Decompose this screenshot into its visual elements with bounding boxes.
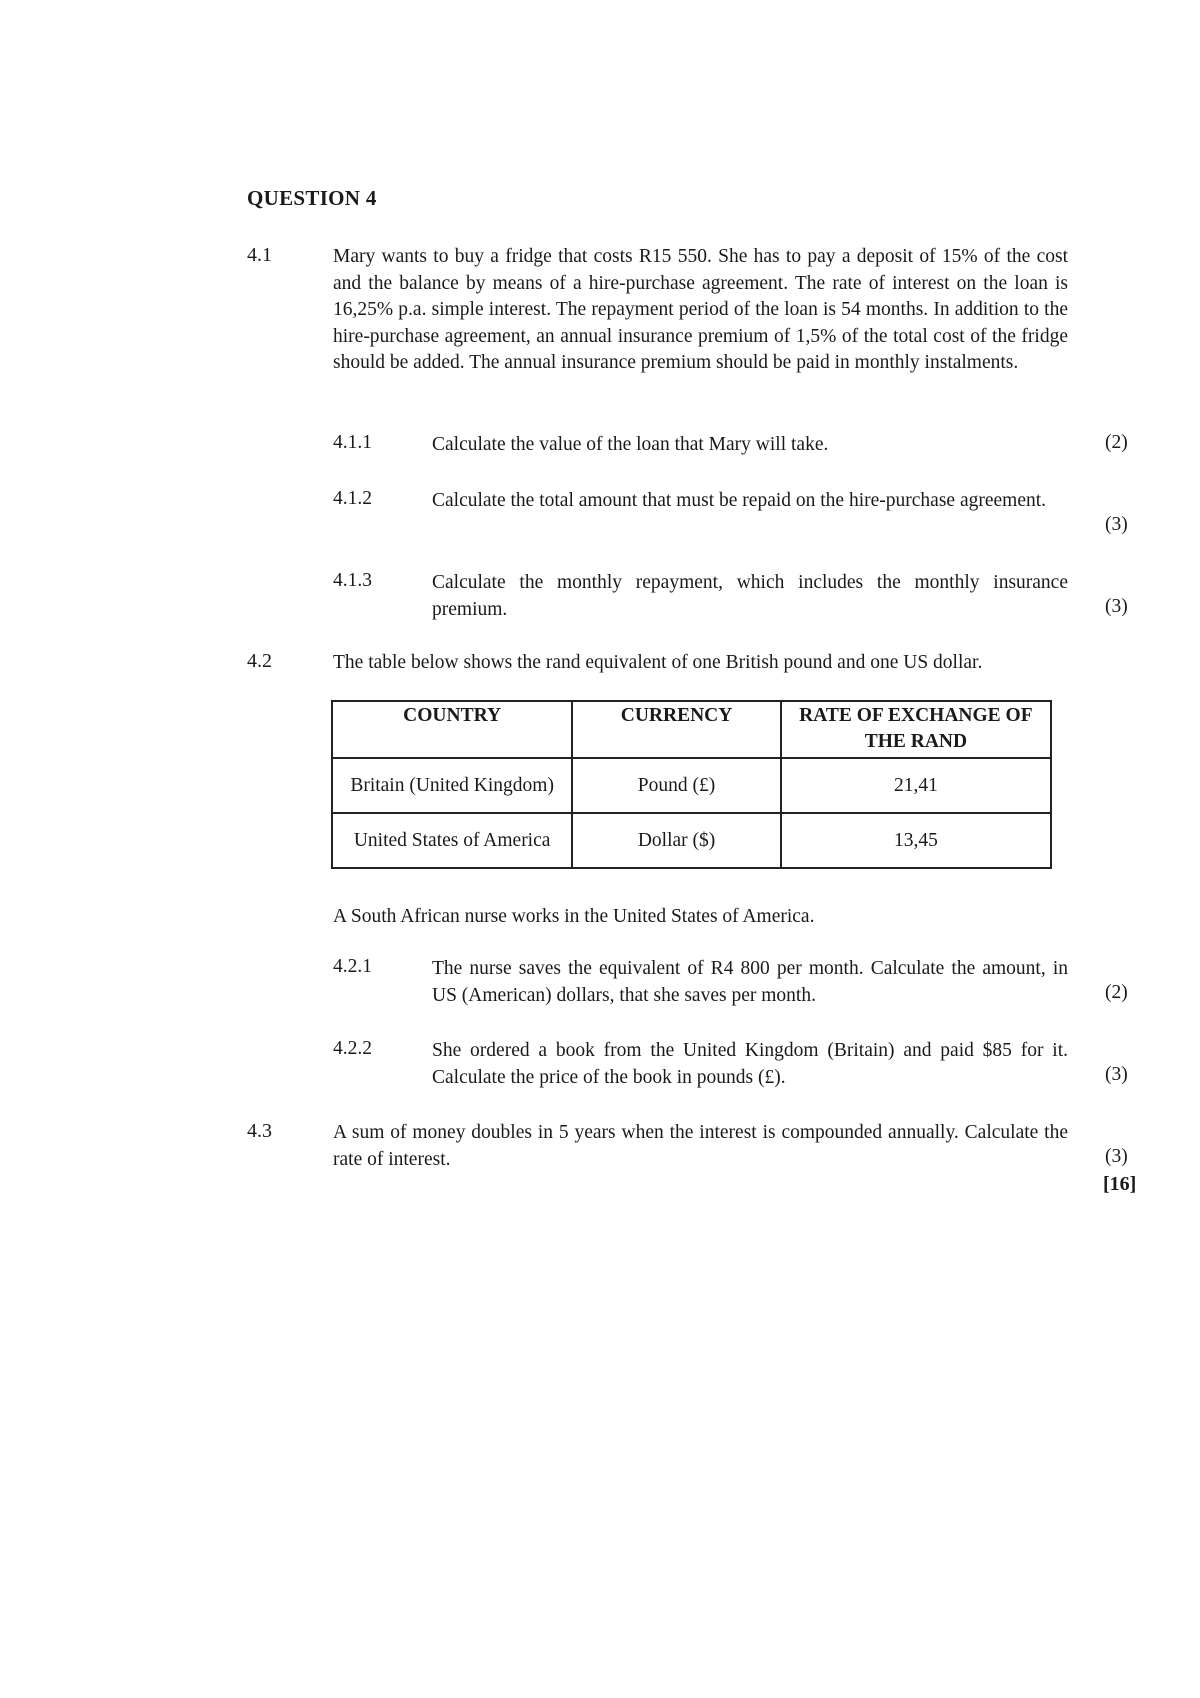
cell-rate: 13,45 <box>781 813 1051 868</box>
q4-2-number: 4.2 <box>247 650 272 672</box>
cell-country: United States of America <box>332 813 572 868</box>
q4-3-text: A sum of money doubles in 5 years when the interest is compounded annually. Calculate the rate of interest. <box>333 1122 1068 1170</box>
cell-rate: 21,41 <box>781 758 1051 813</box>
q4-1-3-number: 4.1.3 <box>333 570 372 591</box>
q4-1-3-text: Calculate the monthly repayment, which includes the monthly insurance premium. <box>432 572 1068 620</box>
cell-currency: Pound (£) <box>572 758 781 813</box>
q4-3-mark: (3) <box>1105 1146 1128 1167</box>
q4-2-2-number: 4.2.2 <box>333 1038 372 1059</box>
table-row <box>332 758 1051 813</box>
q4-2-2-mark: (3) <box>1105 1064 1128 1085</box>
q4-2-context: A South African nurse works in the United States of America. <box>333 906 815 927</box>
header-currency: CURRENCY <box>572 701 781 758</box>
q4-1-number: 4.1 <box>247 244 272 266</box>
q4-2-2-text: She ordered a book from the United Kingdom (Britain) and paid $85 for it. Calculate the price of the book in pounds (£). <box>432 1040 1068 1088</box>
total-mark: [16] <box>1103 1173 1137 1195</box>
table-row <box>332 813 1051 868</box>
header-rate: RATE OF EXCHANGE OF THE RAND <box>781 701 1051 758</box>
header-country: COUNTRY <box>332 701 572 758</box>
q4-1-2-text: Calculate the total amount that must be repaid on the hire-purchase agreement. <box>432 490 1047 511</box>
q4-3-number: 4.3 <box>247 1120 272 1142</box>
q4-2-1-number: 4.2.1 <box>333 956 372 977</box>
q4-1-text: Mary wants to buy a fridge that costs R15 550. She has to pay a deposit of 15% of the cost and the balance by means of a hire-purchase agreement. The rate of interest on the loan is 16,25% p.a. simple interest. The repayment period of the loan is 54 months. In addition to the hire-purchase agreement, an annual insurance premium of 1,5% of the total cost of the fridge should be added. The annual insurance premium should be paid in monthly instalments. <box>333 246 1068 373</box>
cell-currency: Dollar ($) <box>572 813 781 868</box>
q4-1-2-number: 4.1.2 <box>333 488 372 509</box>
q4-2-intro: The table below shows the rand equivalent of one British pound and one US dollar. <box>333 652 983 673</box>
table-header-row <box>332 701 1051 758</box>
q4-2-1-text: The nurse saves the equivalent of R4 800 per month. Calculate the amount, in US (American) dollars, that she saves per month. <box>432 958 1068 1006</box>
q4-1-2-mark: (3) <box>1105 514 1128 535</box>
question-title: QUESTION 4 <box>247 186 377 210</box>
q4-1-1-mark: (2) <box>1105 432 1128 453</box>
exchange-rate-table <box>331 700 1052 869</box>
q4-2-1-mark: (2) <box>1105 982 1128 1003</box>
cell-country: Britain (United Kingdom) <box>332 758 572 813</box>
q4-1-1-number: 4.1.1 <box>333 432 372 453</box>
q4-1-3-mark: (3) <box>1105 596 1128 617</box>
q4-1-1-text: Calculate the value of the loan that Mary will take. <box>432 434 829 455</box>
